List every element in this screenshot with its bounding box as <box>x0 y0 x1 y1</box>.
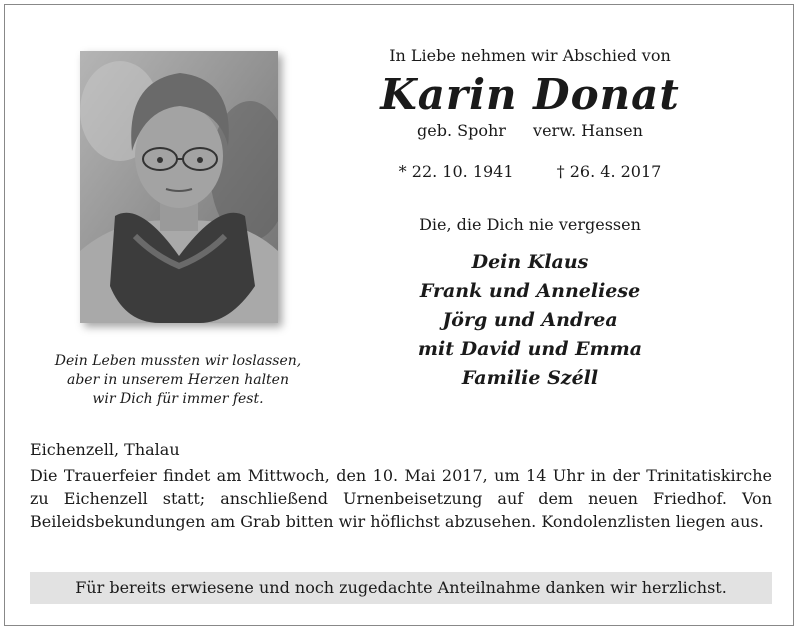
location-text: Eichenzell, Thalau <box>30 440 180 459</box>
widowed-name: verw. Hansen <box>533 121 643 140</box>
portrait-photo <box>80 51 278 323</box>
funeral-details: Die Trauerfeier findet am Mittwoch, den 10. Mai 2017, um 14 Uhr in der Trinitatiskirche zu Eichenzell statt; anschließend Urnenbeisetzung auf dem neuen Friedhof. Von Beileidsbekundungen am Grab bitten wir höflichst abzusehen. Kondolenzlisten liegen aus. <box>30 466 772 531</box>
mourner-line: Frank und Anneliese <box>419 280 641 302</box>
intro-text: In Liebe nehmen wir Abschied von <box>389 46 671 65</box>
portrait-image <box>80 51 278 323</box>
death-date: † 26. 4. 2017 <box>556 162 662 181</box>
mourners-list <box>340 248 720 393</box>
mourner-line: Familie Széll <box>461 367 599 389</box>
mourner-line: Dein Klaus <box>471 251 589 273</box>
mourner-line: mit David und Emma <box>417 338 643 360</box>
thanks-banner: Für bereits erwiesene und noch zugedachte Anteilnahme danken wir herzlichst. <box>30 572 772 604</box>
mourners-intro: Die, die Dich nie vergessen <box>419 215 641 234</box>
deceased-name: Karin Donat <box>380 70 680 119</box>
caption-line: aber in unserem Herzen halten <box>67 372 289 388</box>
notice-header <box>340 44 720 393</box>
life-dates <box>340 162 720 181</box>
caption-line: wir Dich für immer fest. <box>92 391 264 407</box>
birth-name: geb. Spohr <box>417 121 506 140</box>
mourner-line: Jörg und Andrea <box>442 309 618 331</box>
caption-line: Dein Leben mussten wir loslassen, <box>54 353 302 369</box>
photo-caption <box>40 352 316 409</box>
birth-date: * 22. 10. 1941 <box>398 162 514 181</box>
maiden-names <box>340 121 720 140</box>
